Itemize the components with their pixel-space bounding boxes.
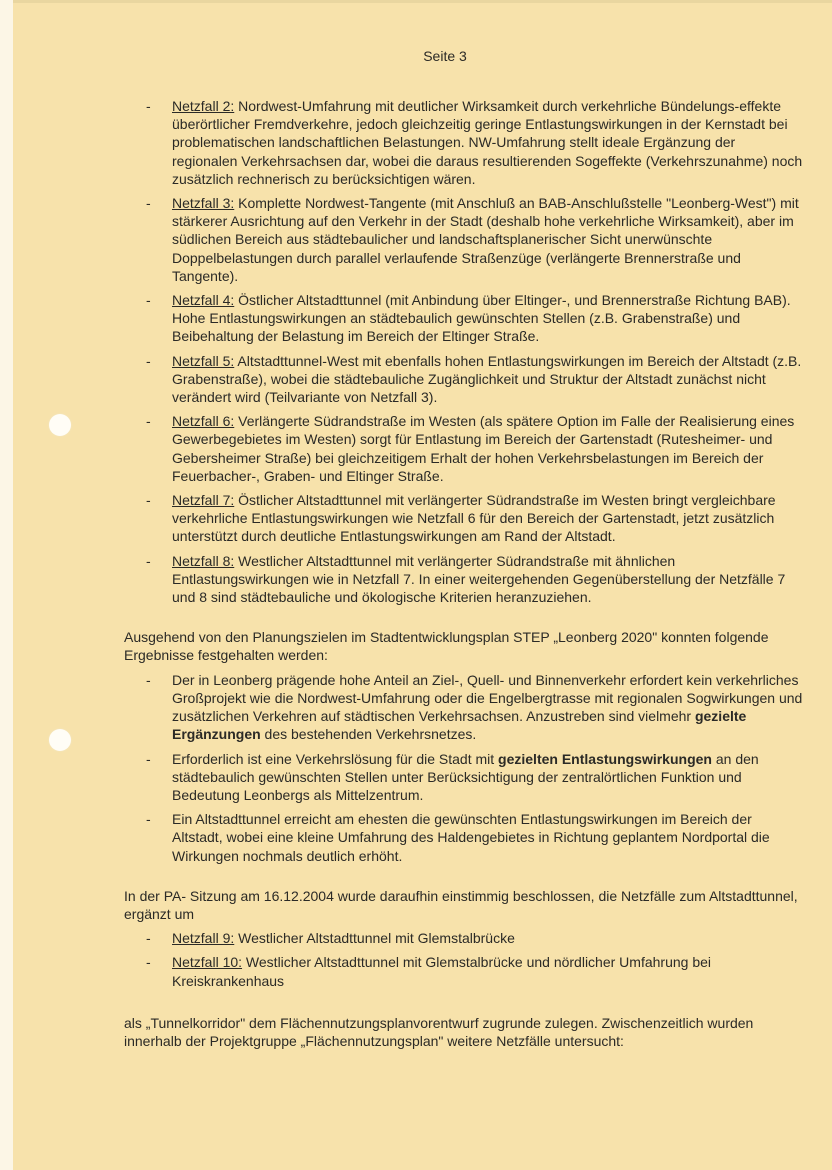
- paragraph-pa-sitzung: In der PA- Sitzung am 16.12.2004 wurde daraufhin einstimmig beschlossen, die Netzfälle zum Altstadttunnel, ergänzt um: [124, 887, 798, 922]
- punch-hole-bottom: [49, 729, 71, 751]
- ergebnis-text-end: des bestehenden Verkehrsnetzes.: [260, 726, 477, 743]
- netzfall-label: Netzfall 2:: [172, 98, 235, 114]
- paragraph-tunnelkorridor: als „Tunnelkorridor" dem Flächennutzungsplanvorentwurf zugrunde zulegen. Zwischenzeitlich wurden innerhalb der Projektgruppe „Flächennutzungsplan" weitere Netzfälle untersucht:: [124, 1014, 754, 1049]
- bullet-dash: -: [146, 671, 151, 688]
- page-number: Seite 3: [423, 48, 467, 64]
- netzfall-item: [124, 953, 804, 989]
- ergebnis-text: Ein Altstadttunnel erreicht am ehesten die gewünschten Entlastungswirkungen im Bereich der Altstadt, wobei eine kleine Umfahrung des Haldengebietes in Richtung geplantem Nordportal die Wirkungen nochmals deutlich erhöht.: [172, 811, 770, 864]
- netzfall-item: [124, 929, 804, 947]
- netzfall-item: [124, 491, 804, 546]
- ergebnis-emphasis: gezielten Entlastungswirkungen: [498, 750, 712, 767]
- ergebnis-emphasis: gezielte Ergänzungen: [172, 708, 747, 743]
- ergebnis-item: [124, 810, 804, 865]
- ergebnisse-list: [124, 671, 804, 865]
- netzfall-label: Netzfall 10:: [172, 954, 243, 971]
- paragraph-ausgehend: Ausgehend von den Planungszielen im Stadtentwicklungsplan STEP „Leonberg 2020" konnten folgende Ergebnisse festgehalten werden:: [124, 629, 769, 664]
- bullet-dash: -: [146, 492, 151, 509]
- netzfall-item: [124, 552, 804, 607]
- netzfall-list-a: [124, 97, 804, 606]
- bullet-dash: -: [146, 750, 151, 767]
- netzfall-label: Netzfall 9:: [172, 930, 235, 947]
- bullet-dash: -: [146, 552, 151, 569]
- ergebnis-item: [124, 671, 804, 744]
- netzfall-label: Netzfall 3:: [172, 195, 235, 212]
- bullet-dash: -: [146, 292, 151, 309]
- scan-left-edge: [0, 0, 13, 1170]
- ergebnis-text-end: an den städtebaulich gewünschten Stellen unter Berücksichtigung der zentralörtlichen Funktion und Bedeutung Leonbergs als Mittelzentrum.: [172, 750, 759, 803]
- scan-top-edge: [13, 0, 832, 3]
- bullet-dash: -: [146, 954, 151, 971]
- netzfall-label: Netzfall 6:: [172, 413, 235, 430]
- netzfall-label: Netzfall 7:: [172, 492, 235, 509]
- netzfall-label: Netzfall 8:: [172, 552, 235, 569]
- document-body: [124, 97, 804, 1056]
- ergebnis-text: Erforderlich ist eine Verkehrslösung für die Stadt mit: [172, 750, 499, 767]
- netzfall-label: Netzfall 4:: [172, 292, 235, 309]
- punch-hole-top: [49, 414, 71, 436]
- netzfall-item: [124, 352, 804, 407]
- netzfall-text: Westlicher Altstadttunnel mit Glemstalbrücke: [234, 930, 515, 947]
- netzfall-label: Netzfall 5:: [172, 352, 235, 369]
- bullet-dash: -: [146, 930, 151, 947]
- ergebnis-text: Der in Leonberg prägende hohe Anteil an Ziel-, Quell- und Binnenverkehr erfordert kein verkehrliches Großprojekt wie die Nordwest-Umfahrung oder die Engelbergtrasse mit regionalen Sogwirkungen und zusätzlichen Verkehren auf städtischen Verkehrsachsen. Anzustreben sind vielmehr: [172, 671, 803, 725]
- netzfall-item: [124, 97, 804, 188]
- ergebnis-item: [124, 750, 804, 805]
- netzfall-item: [124, 412, 804, 485]
- bullet-dash: -: [146, 352, 151, 369]
- netzfall-item: [124, 194, 804, 285]
- netzfall-item: [124, 291, 804, 346]
- netzfall-text: Nordwest-Umfahrung mit deutlicher Wirksamkeit durch verkehrliche Bündelungs-effekte überörtlicher Fremdverkehre, jedoch gleichzeitig geringe Entlastungswirkungen in der Kernstadt bei problematischen landschaftlichen Belastungen. NW-Umfahrung stellt ideale Ergänzung der regionalen Verkehrsachsen dar, wobei die daraus resultierenden Sogeffekte (Verkehrszunahme) noch zusätzlich rechnerisch zu berücksichtigen wären.: [172, 98, 803, 187]
- netzfall-text: Östlicher Altstadttunnel mit verlängerter Südrandstraße im Westen bringt vergleichbare verkehrliche Entlastungswirkungen wie Netzfall 6 für den Bereich der Gartenstadt, jetzt zusätzlich unterstützt durch deutliche Entlastungswirkungen am Rand der Altstadt.: [172, 492, 776, 545]
- netzfall-list-b: [124, 929, 804, 990]
- bullet-dash: -: [146, 195, 151, 212]
- bullet-dash: -: [146, 811, 151, 828]
- netzfall-text: Westlicher Altstadttunnel mit verlängerter Südrandstraße mit ähnlichen Entlastungswirkungen wie in Netzfall 7. In einer weitergehenden Gegenüberstellung der Netzfälle 7 und 8 sind städtebauliche und ökologische Kriterien heranzuziehen.: [172, 552, 786, 606]
- netzfall-text: Westlicher Altstadttunnel mit Glemstalbrücke und nördlicher Umfahrung bei Kreiskrankenhaus: [172, 954, 712, 989]
- netzfall-text: Altstadttunnel-West mit ebenfalls hohen Entlastungswirkungen im Bereich der Altstadt (z.B. Grabenstraße), wobei die städtebauliche Zugänglichkeit und Struktur der Altstadt zunächst nicht verändert wird (Teilvariante von Netzfall 3).: [172, 352, 802, 406]
- netzfall-text: Verlängerte Südrandstraße im Westen (als spätere Option im Falle der Realisierung eines Gewerbegebietes im Westen) sorgt für Entlastung im Bereich der Gartenstadt (Rutesheimer- und Gebersheimer Straße) bei gleichzeitigem Erhalt der hohen Verkehrsbelastungen im Bereich der Feuerbacher-, Graben- und Eltinger Straße.: [172, 413, 795, 484]
- bullet-dash: -: [146, 98, 151, 114]
- bullet-dash: -: [146, 413, 151, 430]
- netzfall-text: Komplette Nordwest-Tangente (mit Anschluß an BAB-Anschlußstelle "Leonberg-West") mit stärkerer Ausrichtung auf den Verkehr in der Stadt (deshalb hohe verkehrliche Wirksamkeit), aber im südlichen Bereich aus städtebaulicher und landschaftsplanerischer Sicht unerwünschte Doppelbelastungen durch parallel verlaufende Straßenzüge (verlängerte Brennerstraße und Tangente).: [172, 195, 799, 284]
- netzfall-text: Östlicher Altstadttunnel (mit Anbindung über Eltinger-, und Brennerstraße Richtung BAB). Hohe Entlastungswirkungen an städtebaulich gewünschten Stellen (z.B. Grabenstraße) und Beibehaltung der Belastung im Bereich der Eltinger Straße.: [172, 292, 791, 345]
